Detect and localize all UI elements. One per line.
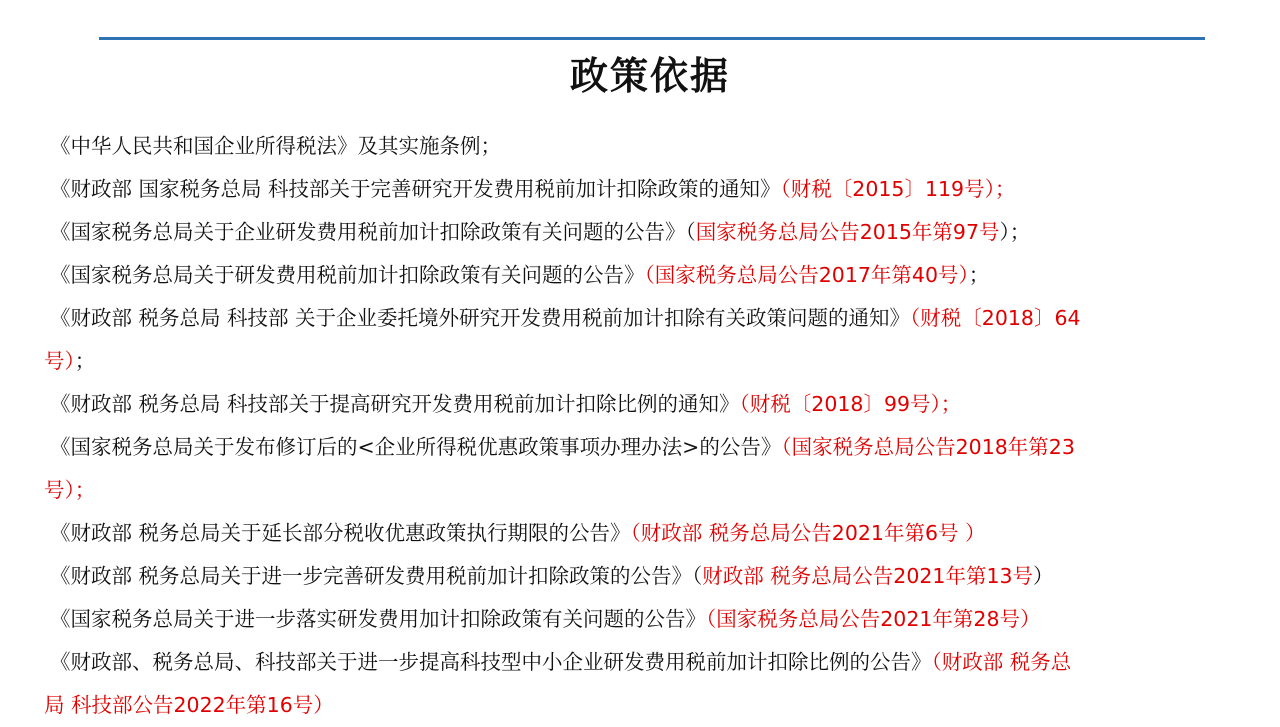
policy-reference-continued: 局 科技部公告2022年第16号） [44, 693, 334, 717]
policy-item [44, 383, 1269, 426]
policy-item [44, 555, 1269, 598]
policy-name: 《国家税务总局关于发布修订后的<企业所得税优惠政策事项办理办法>的公告》 [50, 435, 782, 459]
policy-tail: ）； [999, 220, 1031, 244]
policy-item [44, 297, 1269, 383]
policy-name: 《财政部 税务总局 科技部关于提高研究开发费用税前加计扣除比例的通知》 [50, 392, 740, 416]
policy-item [44, 168, 1269, 211]
policy-name: 《国家税务总局关于企业研发费用税前加计扣除政策有关问题的公告》（ [50, 220, 696, 244]
policy-name: 《财政部 税务总局关于进一步完善研发费用税前加计扣除政策的公告》（ [50, 564, 703, 588]
policy-item [44, 211, 1269, 254]
policy-item [44, 125, 1269, 168]
policy-reference: （财政部 税务总 [931, 650, 1072, 674]
policy-reference: 国家税务总局公告2015年第97号 [695, 220, 1000, 244]
policy-reference: （财税〔2018〕99号）； [739, 392, 962, 416]
policy-reference: （财税〔2015〕119号）； [780, 177, 1016, 201]
policy-item [44, 426, 1269, 512]
policy-list [44, 125, 1269, 727]
policy-reference: （国家税务总局公告2017年第40号） [644, 263, 969, 287]
policy-item [44, 512, 1269, 555]
policy-item [44, 598, 1269, 641]
policy-line [44, 297, 1269, 340]
policy-line-continued [44, 684, 1269, 727]
policy-line [44, 641, 1269, 684]
policy-line-continued [44, 469, 1269, 512]
policy-name: 《财政部、税务总局、科技部关于进一步提高科技型中小企业研发费用税前加计扣除比例的公告》 [50, 650, 932, 674]
policy-reference: 财政部 税务总局公告2021年第13号 [702, 564, 1034, 588]
policy-line [44, 598, 1269, 641]
policy-line [44, 512, 1269, 555]
policy-tail: ） [1033, 564, 1054, 588]
policy-item [44, 254, 1269, 297]
policy-reference: （财政部 税务总局公告2021年第6号 ） [630, 521, 986, 545]
policy-line [44, 168, 1269, 211]
policy-line [44, 211, 1269, 254]
policy-reference-continued: 号）； [44, 478, 96, 502]
policy-tail: ； [968, 263, 990, 287]
policy-reference: （国家税务总局公告2018年第23 [781, 435, 1075, 459]
policy-name: 《中华人民共和国企业所得税法》及其实施条例； [50, 134, 501, 158]
policy-name: 《财政部 税务总局关于延长部分税收优惠政策执行期限的公告》 [50, 521, 631, 545]
policy-line [44, 125, 1269, 168]
policy-name: 《财政部 国家税务总局 科技部关于完善研究开发费用税前加计扣除政策的通知》 [50, 177, 781, 201]
policy-reference-continued: 号） [44, 349, 75, 373]
policy-reference: （财税〔2018〕64 [910, 306, 1081, 330]
policy-item [44, 641, 1269, 727]
top-divider-line [99, 37, 1205, 40]
policy-line [44, 555, 1269, 598]
policy-line-continued [44, 340, 1269, 383]
policy-line [44, 426, 1269, 469]
policy-reference: （国家税务总局公告2021年第28号） [706, 607, 1041, 631]
policy-line [44, 254, 1269, 297]
policy-line [44, 383, 1269, 426]
policy-tail: ； [74, 349, 96, 373]
policy-name: 《国家税务总局关于进一步落实研发费用加计扣除政策有关问题的公告》 [50, 607, 706, 631]
policy-name: 《财政部 税务总局 科技部 关于企业委托境外研究开发费用税前加计扣除有关政策问题的通知》 [50, 306, 911, 330]
policy-name: 《国家税务总局关于研发费用税前加计扣除政策有关问题的公告》 [50, 263, 645, 287]
page-title: 政策依据 [569, 54, 730, 98]
